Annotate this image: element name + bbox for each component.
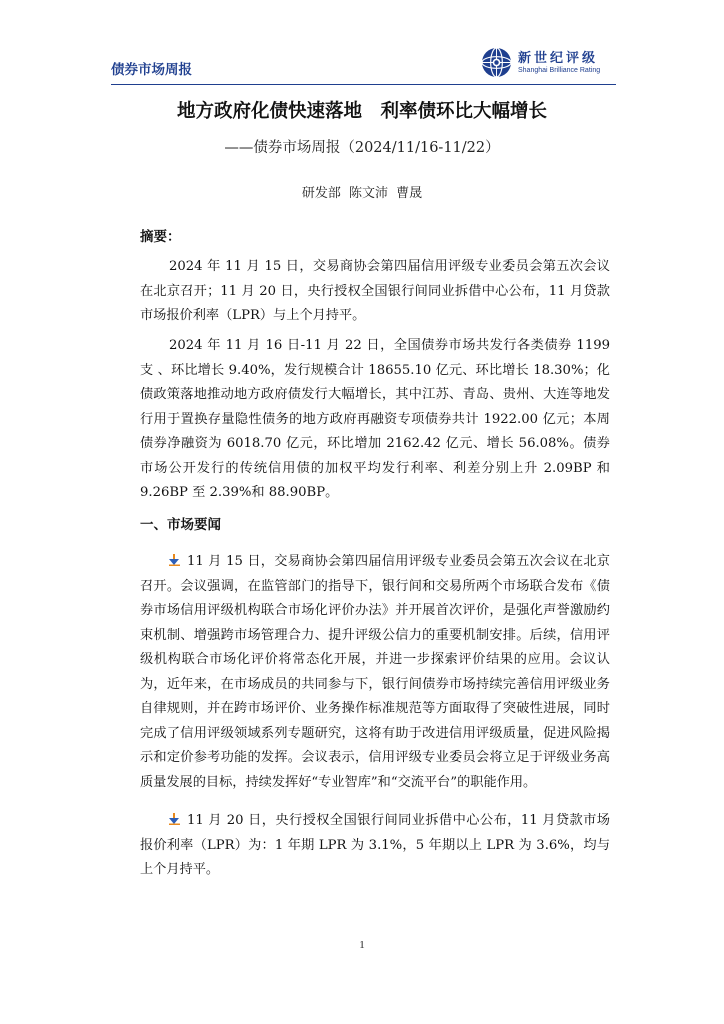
globe-logo-icon: [481, 47, 512, 78]
logo-chinese-name: 新世纪评级: [518, 51, 599, 66]
news-item-1: [140, 550, 610, 795]
arrow-bullet-icon: [169, 554, 180, 566]
news-item-2: [140, 809, 610, 883]
logo-english-name: Shanghai Brilliance Rating: [518, 67, 601, 74]
news-item-1-text: 11 月 15 日，交易商协会第四届信用评级专业委员会第五次会议在北京召开。会议强调，在监管部门的指导下，银行间和交易所两个市场联合发布《债券市场信用评级机构联合市场化评价办法》并开展首次评价，是强化声誉激励约束机制、增强跨市场管理合力、提升评级公信力的重要机制安排。后续，信用评级机构联合市场化评价将常态化开展，并进一步探索评价结果的应用。会议认为，近年来，在市场成员的共同参与下，银行间债券市场持续完善信用评级业务自律规则，并在跨市场评价、业务操作标准规范等方面取得了突破性进展，同时完成了信用评级领域系列专题研究，这将有助于改进信用评级质量，促进风险揭示和定价参考功能的发挥。会议表示，信用评级专业委员会将立足于评级业务高质量发展的目标，持续发挥好“专业智库”和“交流平台”的职能作用。: [140, 554, 610, 790]
document-authors: 研发部 陈文沛 曹晟: [301, 186, 423, 201]
page-header: [111, 44, 616, 85]
document-subtitle: ——债券市场周报（2024/11/16-11/22）: [224, 140, 500, 156]
news-item-2-text: 11 月 20 日，央行授权全国银行间同业拆借中心公布，11 月贷款市场报价利率（LPR）为：1 年期 LPR 为 3.1%，5 年期以上 LPR 为 3.6%，均与上个月持平。: [140, 813, 611, 877]
arrow-bullet-icon: [169, 813, 180, 825]
page-number: 1: [359, 939, 365, 951]
company-logo: [481, 46, 616, 80]
section-heading-market-news: 一、市场要闻: [140, 517, 221, 533]
summary-paragraph-2: 2024 年 11 月 16 日-11 月 22 日，全国债券市场共发行各类债券 1199 支 、环比增长 9.40%，发行规模合计 18655.10 亿元、环比增长 18.30%；化债政策落地推动地方政府债发行大幅增长，其中江苏、青岛、贵州、大连等地发行用于置换存量隐性债务的地方政府再融资专项债券共计 1922.00 亿元；本周债券净融资为 6018.70 亿元，环比增加 2162.42 亿元、增长 56.08%。债券市场公开发行的传统信用债的加权平均发行利率、利差分别上升 2.09BP 和 9.26BP 至 2.39%和 88.90BP。: [140, 338, 610, 500]
summary-paragraph-1: 2024 年 11 月 15 日，交易商协会第四届信用评级专业委员会第五次会议在北京召开；11 月 20 日，央行授权全国银行间同业拆借中心公布，11 月贷款市场报价利率（LPR）与上个月持平。: [140, 259, 610, 323]
header-title: 债券市场周报: [111, 62, 192, 78]
document-title: 地方政府化债快速落地 利率债环比大幅增长: [176, 101, 547, 122]
summary-heading: 摘要：: [140, 229, 181, 245]
